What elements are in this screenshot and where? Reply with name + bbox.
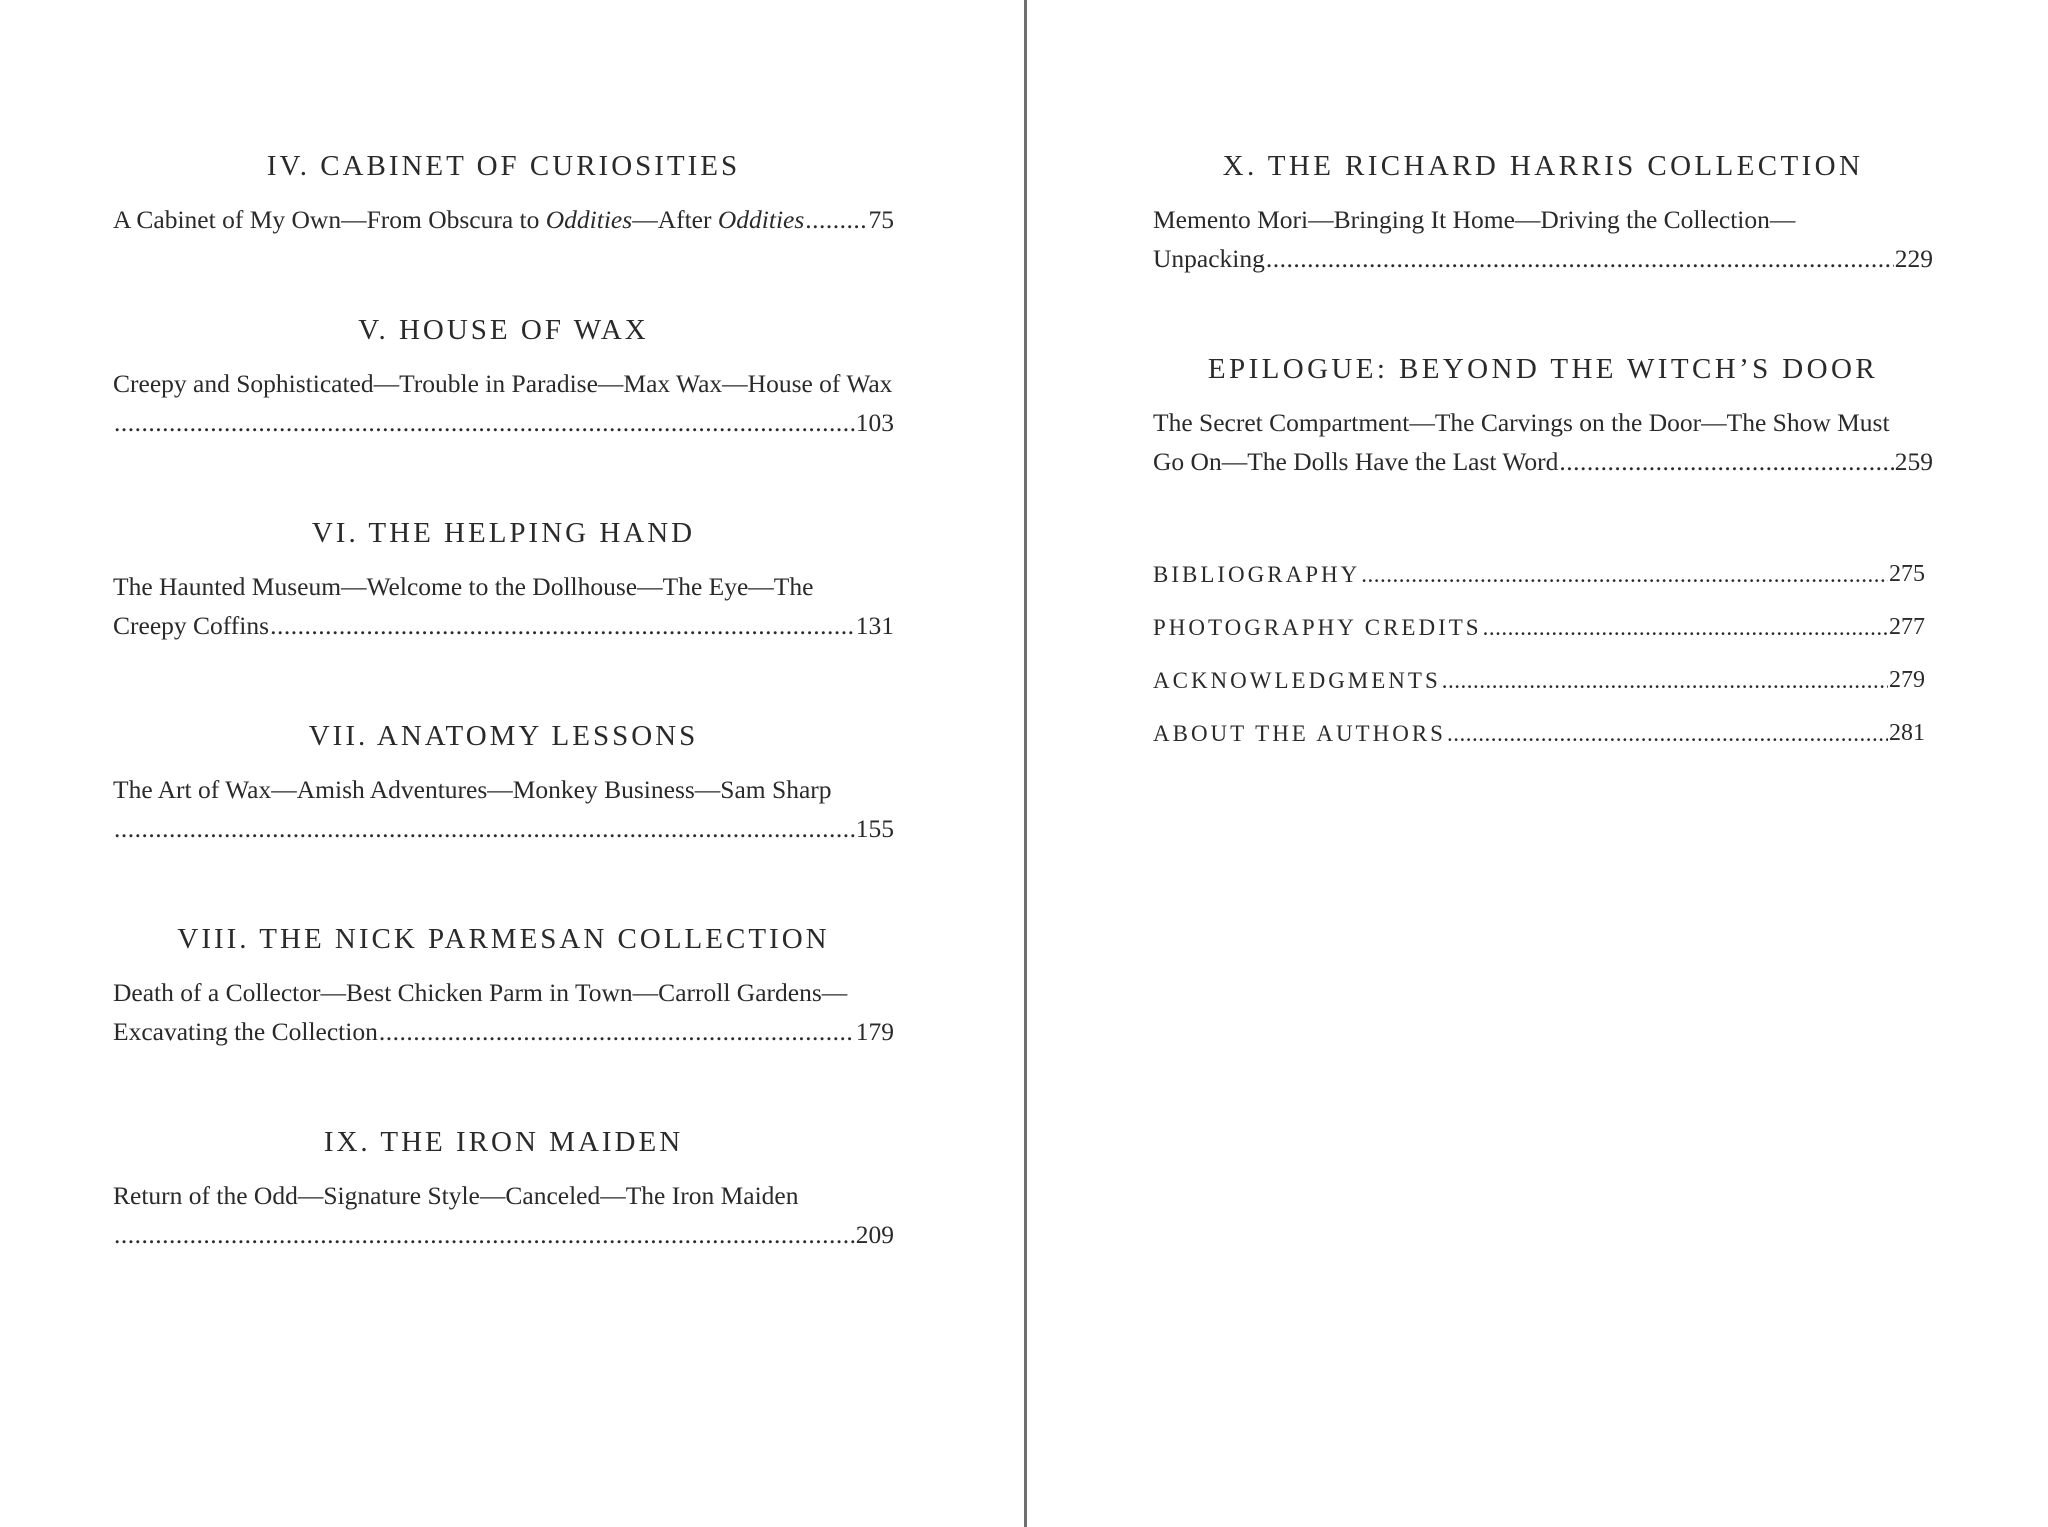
- section-text: Memento Mori—Bringing It Home—Driving the Collection—: [1153, 205, 1796, 234]
- page-number: 259: [1894, 447, 1933, 476]
- toc-line: [1153, 442, 1933, 481]
- leader-dots: [1483, 601, 1888, 654]
- leader-dots: [1447, 707, 1888, 760]
- leader-dots: [379, 1012, 855, 1051]
- toc-line: [113, 200, 894, 239]
- section-titles: [113, 606, 269, 645]
- leader-dots: [1559, 442, 1893, 481]
- italic-title: Oddities: [545, 205, 633, 234]
- toc-line: [1153, 403, 1933, 442]
- section-text: —After: [632, 205, 718, 234]
- toc-chapter: [113, 515, 894, 645]
- leader-dots: [114, 809, 855, 848]
- chapter-sections: [1153, 403, 1933, 481]
- section-text: Death of a Collector—Best Chicken Parm in Town—Carroll Gardens—: [113, 978, 848, 1007]
- page-number: 155: [855, 814, 894, 843]
- toc-chapter: [113, 312, 894, 442]
- toc-line: [113, 1012, 894, 1051]
- backmatter-entry[interactable]: [1153, 654, 1925, 707]
- chapter-title[interactable]: VIII. THE NICK PARMESAN COLLECTION: [177, 923, 830, 955]
- backmatter-entry[interactable]: [1153, 548, 1925, 601]
- leader-dots: [114, 403, 855, 442]
- page-number: 103: [855, 408, 894, 437]
- section-text: Go On—The Dolls Have the Last Word: [1153, 447, 1559, 476]
- section-titles: [113, 973, 847, 1012]
- toc-line: [1153, 200, 1933, 239]
- leader-dots: [114, 1215, 855, 1254]
- toc-line: [113, 606, 894, 645]
- toc-chapter: [113, 921, 894, 1051]
- section-titles: [113, 567, 813, 606]
- section-text: Unpacking: [1153, 244, 1265, 273]
- section-titles: [113, 1176, 799, 1215]
- chapter-title[interactable]: VII. ANATOMY LESSONS: [308, 720, 699, 752]
- backmatter-entry[interactable]: [1153, 707, 1925, 760]
- leader-dots: [1266, 239, 1894, 278]
- section-text: Return of the Odd—Signature Style—Canceled—The Iron Maiden: [113, 1181, 799, 1210]
- chapter-sections: [113, 1176, 894, 1254]
- toc-line: [113, 1215, 894, 1254]
- chapter-title[interactable]: IV. CABINET OF CURIOSITIES: [266, 150, 741, 182]
- section-titles: [113, 364, 892, 403]
- page-number: 275: [1889, 561, 1925, 587]
- page-number: 179: [855, 1017, 894, 1046]
- page-number: 277: [1889, 614, 1925, 640]
- section-text: Excavating the Collection: [113, 1017, 378, 1046]
- toc-line: [113, 403, 894, 442]
- italic-title: Oddities: [717, 205, 805, 234]
- right-page: [1027, 0, 2048, 1527]
- leader-dots: [805, 200, 867, 239]
- page-number: 229: [1894, 244, 1933, 273]
- toc-line: [113, 567, 894, 606]
- toc-line: [113, 770, 894, 809]
- toc-chapter: [1153, 148, 1933, 278]
- section-titles: [113, 1012, 378, 1051]
- chapter-title[interactable]: EPILOGUE: BEYOND THE WITCH’S DOOR: [1207, 353, 1879, 385]
- toc-chapter: [113, 1124, 894, 1254]
- backmatter-label: ABOUT THE AUTHORS: [1153, 721, 1446, 746]
- section-titles: [1153, 442, 1558, 481]
- section-text: Creepy Coffins: [113, 611, 270, 640]
- chapter-sections: [113, 364, 894, 442]
- section-text: The Art of Wax—Amish Adventures—Monkey Business—Sam Sharp: [113, 775, 832, 804]
- section-text: Creepy and Sophisticated—Trouble in Paradise—Max Wax—House of Wax: [113, 369, 893, 398]
- toc-line: [113, 364, 894, 403]
- section-text: The Secret Compartment—The Carvings on the Door—The Show Must: [1153, 408, 1890, 437]
- chapter-sections: [113, 567, 894, 645]
- section-titles: [1153, 200, 1795, 239]
- backmatter-label: ACKNOWLEDGMENTS: [1153, 668, 1441, 693]
- leader-dots: [1442, 654, 1888, 707]
- page-number: 279: [1889, 667, 1925, 693]
- toc-line: [1153, 239, 1933, 278]
- section-titles: [113, 770, 832, 809]
- chapter-sections: [113, 770, 894, 848]
- backmatter-entry[interactable]: [1153, 601, 1925, 654]
- chapter-title[interactable]: V. HOUSE OF WAX: [358, 314, 649, 346]
- chapter-title[interactable]: X. THE RICHARD HARRIS COLLECTION: [1222, 150, 1864, 182]
- toc-line: [113, 1176, 894, 1215]
- leader-dots: [270, 606, 855, 645]
- leader-dots: [1361, 548, 1888, 601]
- backmatter-label: PHOTOGRAPHY CREDITS: [1153, 615, 1482, 640]
- section-text: The Haunted Museum—Welcome to the Dollhouse—The Eye—The: [113, 572, 814, 601]
- page-number: 209: [855, 1220, 894, 1249]
- toc-chapter: [113, 148, 894, 239]
- chapter-sections: [1153, 200, 1933, 278]
- toc-chapter: [1153, 351, 1933, 481]
- chapter-sections: [113, 200, 894, 239]
- section-text: A Cabinet of My Own—From Obscura to: [113, 205, 546, 234]
- toc-line: [113, 809, 894, 848]
- section-titles: [1153, 239, 1265, 278]
- page-number: 131: [855, 611, 894, 640]
- section-titles: [113, 200, 804, 239]
- page-number: 281: [1889, 720, 1925, 746]
- backmatter-label: BIBLIOGRAPHY: [1153, 562, 1361, 587]
- chapter-sections: [113, 973, 894, 1051]
- chapter-title[interactable]: VI. THE HELPING HAND: [311, 517, 696, 549]
- toc-chapter: [113, 718, 894, 848]
- backmatter-list: [1153, 548, 1925, 760]
- page-number: 75: [868, 205, 894, 234]
- toc-line: [113, 973, 894, 1012]
- chapter-title[interactable]: IX. THE IRON MAIDEN: [323, 1126, 684, 1158]
- section-titles: [1153, 403, 1890, 442]
